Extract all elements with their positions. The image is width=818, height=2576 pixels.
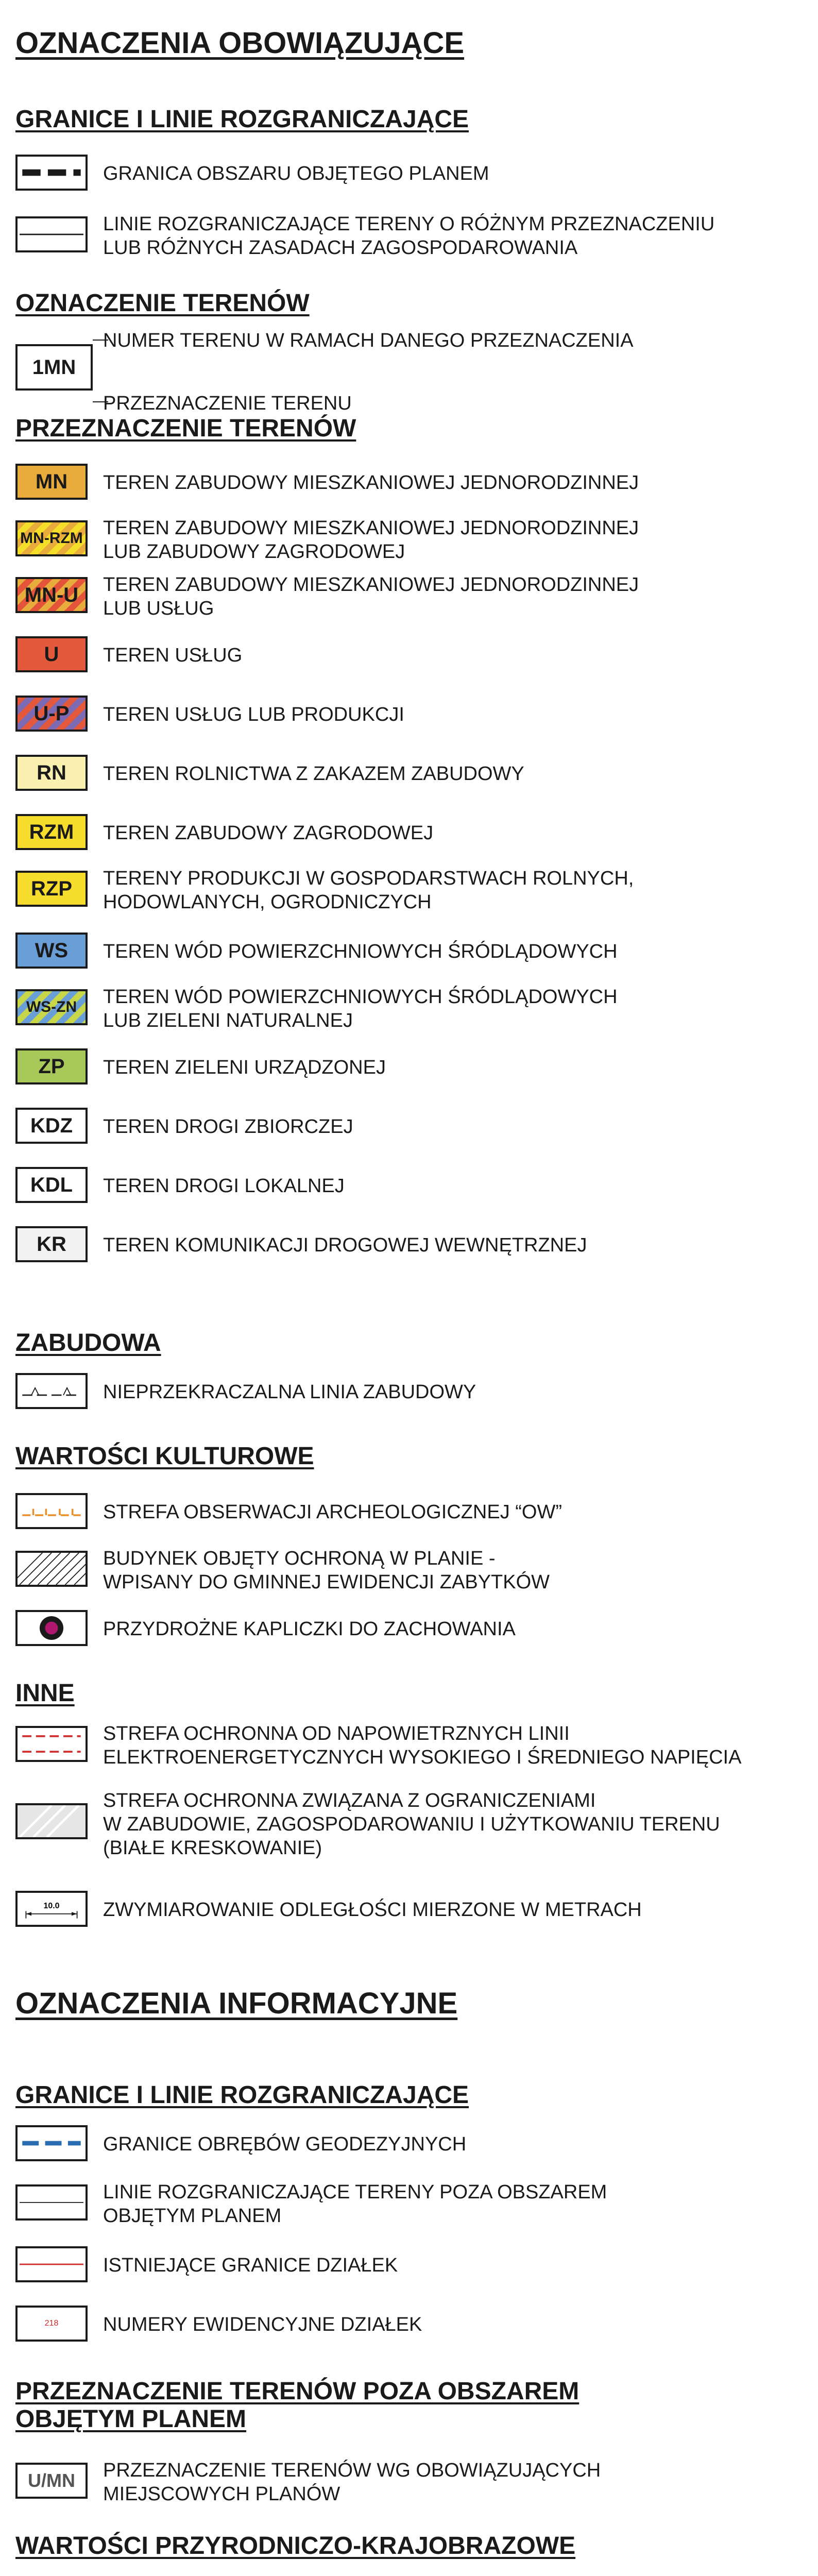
legend-item-linie-poza bbox=[15, 2181, 809, 2236]
zone-swatch bbox=[15, 814, 88, 850]
zone-code: MN-RZM bbox=[20, 530, 83, 547]
label-line: OBJĘTYM PLANEM bbox=[103, 2205, 282, 2227]
item-label bbox=[103, 2180, 814, 2228]
section-zabudowa: ZABUDOWA bbox=[15, 1329, 161, 1357]
item-label bbox=[103, 762, 814, 786]
item-label bbox=[103, 1547, 814, 1594]
section-line: PRZEZNACZENIE TERENÓW POZA OBSZAREM bbox=[15, 2378, 580, 2405]
label-line: TEREN ZIELENI URZĄDZONEJ bbox=[103, 1057, 386, 1078]
legend-item-granica-planu bbox=[15, 155, 809, 206]
item-label bbox=[103, 940, 814, 963]
label-line: W ZABUDOWIE, ZAGOSPODAROWANIU I UŻYTKOWANIU TERENU bbox=[103, 1814, 720, 1835]
section-granice: GRANICE I LINIE ROZGRANICZAJĄCE bbox=[15, 106, 469, 133]
label-line: (BIAŁE KRESKOWANIE) bbox=[103, 1837, 322, 1859]
legend-item-numery-dzialek bbox=[15, 2306, 809, 2357]
item-label bbox=[103, 703, 814, 726]
zone-code-symbol bbox=[15, 344, 93, 391]
item-label bbox=[103, 471, 814, 495]
zone-swatch bbox=[15, 636, 88, 672]
restriction-zone-symbol bbox=[15, 1803, 88, 1839]
label-line: TEREN ZABUDOWY MIESZKANIOWEJ JEDNORODZINNEJ bbox=[103, 472, 639, 494]
section-inne: INNE bbox=[15, 1680, 75, 1707]
label-line: HODOWLANYCH, OGRODNICZYCH bbox=[103, 891, 432, 913]
legend-item-linie-rozgraniczajace bbox=[15, 213, 809, 268]
section-wartosci: WARTOŚCI KULTUROWE bbox=[15, 1443, 314, 1470]
item-label bbox=[103, 1789, 814, 1860]
item-label bbox=[103, 643, 814, 667]
label-line: TERENY PRODUKCJI W GOSPODARSTWACH ROLNYCH, bbox=[103, 868, 634, 889]
label-line: LINIE ROZGRANICZAJĄCE TERENY O RÓŻNYM PRZEZNACZENIU bbox=[103, 213, 715, 235]
label-line: TEREN KOMUNIKACJI DROGOWEJ WEWNĘTRZNEJ bbox=[103, 1234, 587, 1256]
legend-item-archeo bbox=[15, 1493, 809, 1545]
zone-swatch bbox=[15, 755, 88, 791]
zone-item-rzm bbox=[15, 814, 809, 866]
section-line: OBJĘTYM PLANEM bbox=[15, 2405, 247, 2433]
zone-item-kr bbox=[15, 1226, 809, 1278]
zone-code: WS bbox=[35, 939, 69, 962]
item-label bbox=[103, 867, 814, 914]
item-label bbox=[103, 821, 814, 845]
zone-item-zp bbox=[15, 1048, 809, 1100]
label-line: MIEJSCOWYCH PLANÓW bbox=[103, 2483, 340, 2505]
item-label: NIEPRZEKRACZALNA LINIA ZABUDOWY bbox=[103, 1381, 476, 1403]
label-line: LUB ZABUDOWY ZAGRODOWEJ bbox=[103, 541, 405, 563]
legend-item-poza-planem bbox=[15, 2460, 809, 2514]
zone-code: MN-U bbox=[24, 583, 79, 606]
label-line: TEREN WÓD POWIERZCHNIOWYCH ŚRÓDLĄDOWYCH bbox=[103, 986, 618, 1008]
zone-item-u-p bbox=[15, 696, 809, 747]
zone-item-ws-zn bbox=[15, 986, 809, 1041]
zone-item-kdz bbox=[15, 1108, 809, 1159]
parcel-number: 218 bbox=[44, 2319, 59, 2328]
legend-item-linia-zabudowy bbox=[15, 1373, 809, 1425]
outside-zone-symbol bbox=[15, 2463, 88, 2499]
survey-boundary-symbol bbox=[15, 2125, 88, 2161]
label-line: STREFA OCHRONNA OD NAPOWIETRZNYCH LINII bbox=[103, 1723, 570, 1744]
division-line-symbol bbox=[15, 216, 88, 252]
item-label: GRANICE OBRĘBÓW GEODEZYJNYCH bbox=[103, 2133, 467, 2155]
item-label bbox=[103, 1174, 814, 1198]
label-line: STREFA OCHRONNA ZWIĄZANA Z OGRANICZENIAMI bbox=[103, 1790, 596, 1811]
zone-code: KDL bbox=[30, 1173, 73, 1196]
zone-item-kdl bbox=[15, 1167, 809, 1218]
item-label bbox=[103, 1056, 814, 1079]
zone-swatch bbox=[15, 933, 88, 969]
outside-line-symbol bbox=[15, 2184, 88, 2221]
label-line: TEREN DROGI LOKALNEJ bbox=[103, 1175, 345, 1197]
legend-item-oznaczenie bbox=[15, 330, 809, 414]
label-line: LUB ZIELENI NATURALNEJ bbox=[103, 1010, 353, 1031]
building-line-symbol bbox=[15, 1373, 88, 1409]
legend-item-granice-dzialek bbox=[15, 2246, 809, 2298]
zone-code: U bbox=[44, 642, 59, 666]
zone-item-mn-rzm bbox=[15, 517, 809, 572]
label-line: TEREN DROGI ZBIORCZEJ bbox=[103, 1116, 353, 1138]
label-line: TEREN ZABUDOWY MIESZKANIOWEJ JEDNORODZINNEJ bbox=[103, 574, 639, 596]
power-line-zone-symbol bbox=[15, 1726, 88, 1762]
dimension-symbol bbox=[15, 1891, 88, 1927]
section-oznaczenie: OZNACZENIE TERENÓW bbox=[15, 290, 310, 317]
item-label: ZWYMIAROWANIE ODLEGŁOŚCI MIERZONE W METRACH bbox=[103, 1899, 642, 1921]
zone-swatch bbox=[15, 1226, 88, 1262]
plan-boundary-symbol bbox=[15, 155, 88, 191]
zone-code: ZP bbox=[38, 1055, 65, 1078]
chapel-symbol bbox=[15, 1610, 88, 1646]
zone-item-mn bbox=[15, 464, 809, 515]
item-label bbox=[103, 1722, 814, 1769]
zone-code: WS-ZN bbox=[26, 998, 77, 1015]
item-label-number: NUMER TERENU W RAMACH DANEGO PRZEZNACZENIA bbox=[103, 330, 634, 351]
section-przyroda: WARTOŚCI PRZYRODNICZO-KRAJOBRAZOWE bbox=[15, 2532, 576, 2560]
item-label: STREFA OBSERWACJI ARCHEOLOGICZNEJ “OW” bbox=[103, 1501, 562, 1523]
zone-code: MN bbox=[35, 470, 68, 493]
item-label-purpose: PRZEZNACZENIE TERENU bbox=[103, 393, 352, 414]
protected-building-symbol bbox=[15, 1551, 88, 1587]
zone-item-ws bbox=[15, 933, 809, 984]
dimension-value: 10.0 bbox=[43, 1902, 60, 1911]
label-line: TEREN ZABUDOWY ZAGRODOWEJ bbox=[103, 822, 434, 844]
legend-item-strefa-linii bbox=[15, 1723, 809, 1777]
label-line: TEREN WÓD POWIERZCHNIOWYCH ŚRÓDLĄDOWYCH bbox=[103, 941, 618, 962]
item-label bbox=[103, 573, 814, 620]
label-line: LUB RÓŻNYCH ZASADACH ZAGOSPODAROWANIA bbox=[103, 237, 578, 259]
label-line: TEREN ZABUDOWY MIESZKANIOWEJ JEDNORODZINNEJ bbox=[103, 517, 639, 539]
item-label: ISTNIEJĄCE GRANICE DZIAŁEK bbox=[103, 2255, 398, 2276]
zone-swatch bbox=[15, 871, 88, 907]
label-line: TEREN USŁUG bbox=[103, 645, 243, 666]
label-line: LINIE ROZGRANICZAJĄCE TERENY POZA OBSZAREM bbox=[103, 2181, 607, 2203]
zone-code: KDZ bbox=[30, 1114, 73, 1137]
zone-item-mn-u bbox=[15, 574, 809, 629]
item-label bbox=[103, 516, 814, 564]
zone-item-rzp bbox=[15, 868, 809, 922]
item-label: GRANICA OBSZARU OBJĘTEGO PLANEM bbox=[103, 163, 489, 184]
zone-swatch bbox=[15, 577, 88, 613]
label-line: TEREN USŁUG LUB PRODUKCJI bbox=[103, 704, 404, 725]
item-label: NUMERY EWIDENCYJNE DZIAŁEK bbox=[103, 2314, 422, 2335]
zone-code: KR bbox=[37, 1232, 66, 1256]
section-info-granice: GRANICE I LINIE ROZGRANICZAJĄCE bbox=[15, 2081, 469, 2109]
zone-code: RN bbox=[37, 761, 66, 784]
parcel-boundary-symbol bbox=[15, 2246, 88, 2282]
main-title-obowiazujace: OZNACZENIA OBOWIĄZUJĄCE bbox=[15, 26, 465, 60]
item-label bbox=[103, 2459, 814, 2506]
zone-code: 1MN bbox=[32, 355, 76, 379]
item-label bbox=[103, 985, 814, 1032]
label-line: PRZEZNACZENIE TERENÓW WG OBOWIĄZUJĄCYCH bbox=[103, 2460, 601, 2481]
label-line: BUDYNEK OBJĘTY OCHRONĄ W PLANIE - bbox=[103, 1548, 496, 1569]
zone-code: RZP bbox=[31, 877, 72, 900]
parcel-number-symbol bbox=[15, 2306, 88, 2342]
zone-swatch bbox=[15, 1048, 88, 1084]
section-przeznaczenie: PRZEZNACZENIE TERENÓW bbox=[15, 415, 356, 442]
label-line: WPISANY DO GMINNEJ EWIDENCJI ZABYTKÓW bbox=[103, 1571, 550, 1593]
item-label bbox=[103, 212, 814, 260]
item-label bbox=[103, 1233, 814, 1257]
zone-swatch bbox=[15, 1167, 88, 1203]
label-line: LUB USŁUG bbox=[103, 598, 214, 619]
legend-item-zabytek bbox=[15, 1548, 809, 1602]
label-line: ELEKTROENERGETYCZNYCH WYSOKIEGO I ŚREDNIEGO NAPIĘCIA bbox=[103, 1747, 742, 1768]
section-przeznaczenie-poza bbox=[15, 2378, 579, 2433]
label-line: TEREN ROLNICTWA Z ZAKAZEM ZABUDOWY bbox=[103, 763, 524, 785]
zone-item-u bbox=[15, 636, 809, 688]
zone-code: RZM bbox=[29, 820, 74, 843]
archeo-zone-symbol bbox=[15, 1493, 88, 1529]
legend-item-kapliczka bbox=[15, 1610, 809, 1662]
item-label: PRZYDROŻNE KAPLICZKI DO ZACHOWANIA bbox=[103, 1618, 516, 1640]
main-title-informacyjne: OZNACZENIA INFORMACYJNE bbox=[15, 1987, 458, 2020]
zone-swatch bbox=[15, 520, 88, 556]
item-label bbox=[103, 1115, 814, 1139]
zone-swatch bbox=[15, 989, 88, 1025]
legend-item-strefa-ograniczen bbox=[15, 1790, 809, 1859]
zone-swatch bbox=[15, 464, 88, 500]
zone-code: U/MN bbox=[28, 2470, 75, 2491]
zone-swatch bbox=[15, 1108, 88, 1144]
legend-item-obreby bbox=[15, 2125, 809, 2177]
zone-item-rn bbox=[15, 755, 809, 806]
zone-swatch bbox=[15, 696, 88, 732]
legend-item-zwymiarowanie bbox=[15, 1891, 809, 1942]
zone-code: U-P bbox=[33, 702, 70, 725]
